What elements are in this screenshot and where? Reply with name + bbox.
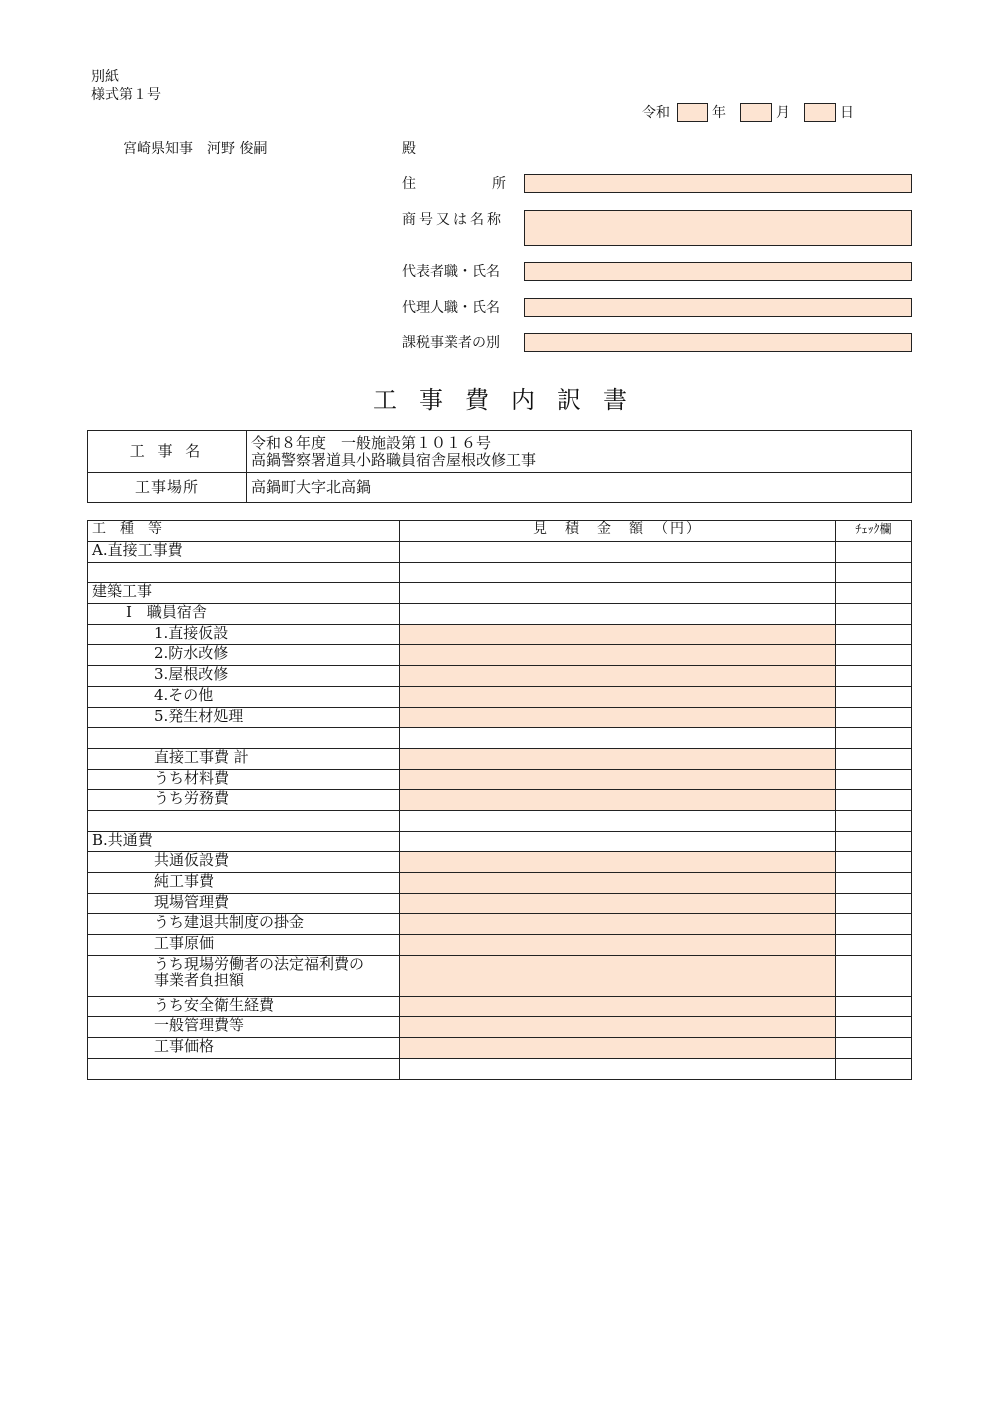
- cost-row: [88, 769, 912, 790]
- cost-item-text: 工事原価: [154, 934, 215, 953]
- cost-item-text-line2: 事業者負担額: [154, 970, 245, 989]
- tax-status-field[interactable]: [524, 333, 912, 352]
- check-cell: [836, 914, 912, 935]
- cost-item-text: 建築工事: [92, 582, 153, 601]
- project-name-cell: [247, 431, 912, 473]
- cost-row: [88, 562, 912, 583]
- amount-cell[interactable]: [400, 996, 836, 1017]
- addressee-name: 宮崎県知事 河野 俊嗣: [123, 141, 268, 157]
- day-suffix: 日: [840, 105, 854, 121]
- amount-cell[interactable]: [400, 1038, 836, 1059]
- cost-item-label: [88, 831, 400, 852]
- cost-row: [88, 604, 912, 625]
- cost-item-text: 現場管理費: [154, 892, 230, 911]
- check-cell: [836, 1017, 912, 1038]
- project-site-label: 工事場所: [88, 473, 247, 503]
- cost-item-label: [88, 707, 400, 728]
- project-name-label: 工 事 名: [88, 431, 247, 473]
- amount-cell: [400, 604, 836, 625]
- cost-item-label: [88, 873, 400, 894]
- item-column-header: 工 種 等: [88, 521, 400, 542]
- cost-item-text: 4.その他: [154, 685, 214, 704]
- cost-item-label: [88, 624, 400, 645]
- cost-item-label: [88, 1038, 400, 1059]
- year-field[interactable]: [677, 103, 708, 122]
- check-cell: [836, 996, 912, 1017]
- cost-item-text: うち建退共制度の掛金: [154, 913, 305, 932]
- document-title: 工事費内訳書: [373, 386, 649, 414]
- amount-cell: [400, 810, 836, 831]
- agent-field[interactable]: [524, 298, 912, 317]
- cost-item-text: うち現場労働者の法定福利費の: [154, 954, 365, 973]
- amount-cell: [400, 583, 836, 604]
- cost-item-label: [88, 996, 400, 1017]
- cost-item-label: [88, 583, 400, 604]
- cost-item-text: 2.防水改修: [154, 644, 229, 663]
- check-cell: [836, 707, 912, 728]
- cost-row: [88, 810, 912, 831]
- amount-cell[interactable]: [400, 1017, 836, 1038]
- cost-item-text: 5.発生材処理: [154, 706, 244, 725]
- tax-status-label: 課税事業者の別: [402, 335, 500, 351]
- cost-item-label: [88, 1058, 400, 1079]
- check-cell: [836, 790, 912, 811]
- cost-item-label: [88, 1017, 400, 1038]
- check-cell: [836, 562, 912, 583]
- amount-cell: [400, 1058, 836, 1079]
- representative-label: 代表者職・氏名: [402, 264, 500, 280]
- cost-item-label: [88, 914, 400, 935]
- check-cell: [836, 769, 912, 790]
- cost-item-label: [88, 769, 400, 790]
- cost-item-label: [88, 955, 400, 996]
- cost-item-text: 直接工事費 計: [154, 747, 249, 766]
- amount-cell[interactable]: [400, 707, 836, 728]
- cost-item-text: A.直接工事費: [92, 541, 183, 559]
- amount-cell[interactable]: [400, 666, 836, 687]
- check-cell: [836, 728, 912, 749]
- project-site-value: 高鍋町大字北高鍋: [247, 473, 912, 503]
- cost-item-text: うち労務費: [154, 789, 230, 808]
- amount-cell[interactable]: [400, 893, 836, 914]
- month-suffix: 月: [776, 105, 790, 121]
- check-cell: [836, 624, 912, 645]
- check-cell: [836, 542, 912, 563]
- amount-cell[interactable]: [400, 790, 836, 811]
- cost-item-label: [88, 666, 400, 687]
- cost-item-label: [88, 686, 400, 707]
- cost-item-label: [88, 810, 400, 831]
- cost-row: [88, 1058, 912, 1079]
- check-cell: [836, 873, 912, 894]
- cost-item-label: [88, 645, 400, 666]
- check-cell: [836, 583, 912, 604]
- cost-item-label: [88, 562, 400, 583]
- amount-cell[interactable]: [400, 935, 836, 956]
- check-cell: [836, 666, 912, 687]
- amount-cell[interactable]: [400, 624, 836, 645]
- cost-item-label: [88, 852, 400, 873]
- form-number: 様式第１号: [91, 87, 161, 103]
- check-cell: [836, 686, 912, 707]
- cost-table-header: [88, 521, 912, 542]
- amount-cell[interactable]: [400, 873, 836, 894]
- cost-item-label: [88, 748, 400, 769]
- cost-row: [88, 935, 912, 956]
- year-suffix: 年: [712, 105, 726, 121]
- cost-item-text: 共通仮設費: [154, 851, 230, 870]
- cost-row: [88, 728, 912, 749]
- cost-item-text: 工事価格: [154, 1037, 215, 1056]
- cost-row: [88, 893, 912, 914]
- amount-cell: [400, 562, 836, 583]
- cost-item-label: [88, 542, 400, 563]
- representative-field[interactable]: [524, 262, 912, 281]
- amount-cell[interactable]: [400, 914, 836, 935]
- address-field[interactable]: [524, 174, 912, 193]
- cost-item-text: Ⅰ 職員宿舎: [126, 603, 207, 622]
- cost-row: [88, 831, 912, 852]
- check-cell: [836, 748, 912, 769]
- cost-row: [88, 1017, 912, 1038]
- cost-item-text: 3.屋根改修: [154, 665, 229, 684]
- check-cell: [836, 935, 912, 956]
- cost-item-text: 1.直接仮設: [154, 623, 229, 642]
- cost-row: [88, 624, 912, 645]
- day-field[interactable]: [804, 103, 836, 122]
- cost-row: [88, 707, 912, 728]
- cost-row: [88, 583, 912, 604]
- check-cell: [836, 645, 912, 666]
- cost-item-label: [88, 604, 400, 625]
- amount-cell[interactable]: [400, 748, 836, 769]
- check-cell: [836, 1038, 912, 1059]
- cost-item-text: うち安全衛生経費: [154, 995, 275, 1014]
- cost-row: [88, 686, 912, 707]
- amount-cell[interactable]: [400, 686, 836, 707]
- check-cell: [836, 893, 912, 914]
- month-field[interactable]: [740, 103, 772, 122]
- amount-cell[interactable]: [400, 955, 836, 996]
- cost-row: [88, 1038, 912, 1059]
- company-label: 商号又は名称: [402, 212, 504, 228]
- cost-row: [88, 955, 912, 996]
- check-column-header: ﾁｪｯｸ欄: [836, 521, 912, 542]
- check-cell: [836, 831, 912, 852]
- cost-item-text: B.共通費: [92, 830, 153, 849]
- cost-item-label: [88, 893, 400, 914]
- cost-item-label: [88, 728, 400, 749]
- amount-cell[interactable]: [400, 852, 836, 873]
- cost-item-label: [88, 935, 400, 956]
- agent-label: 代理人職・氏名: [402, 300, 500, 316]
- amount-cell: [400, 728, 836, 749]
- attachment-label: 別紙: [91, 69, 119, 85]
- cost-row: [88, 542, 912, 563]
- amount-cell[interactable]: [400, 645, 836, 666]
- cost-row: [88, 790, 912, 811]
- project-info-table: [87, 430, 912, 503]
- check-cell: [836, 604, 912, 625]
- cost-row: [88, 996, 912, 1017]
- check-cell: [836, 1058, 912, 1079]
- check-cell: [836, 955, 912, 996]
- cost-row: [88, 748, 912, 769]
- check-cell: [836, 852, 912, 873]
- cost-row: [88, 645, 912, 666]
- company-field[interactable]: [524, 210, 912, 246]
- era-label: 令和: [642, 105, 670, 121]
- addressee-honorific: 殿: [402, 141, 416, 157]
- cost-row: [88, 873, 912, 894]
- cost-row: [88, 666, 912, 687]
- cost-item-label: [88, 790, 400, 811]
- cost-breakdown-table: [87, 520, 912, 1080]
- cost-item-text: うち材料費: [154, 768, 230, 787]
- project-name-line2: 高鍋警察署道具小路職員宿舎屋根改修工事: [251, 450, 537, 469]
- cost-item-text: 一般管理費等: [154, 1016, 245, 1035]
- cost-item-text: 純工事費: [154, 872, 215, 890]
- amount-cell: [400, 542, 836, 563]
- address-label: 住 所: [402, 176, 507, 192]
- project-name-line1: 令和８年度 一般施設第１０１６号: [251, 433, 492, 452]
- amount-cell[interactable]: [400, 769, 836, 790]
- check-cell: [836, 810, 912, 831]
- cost-row: [88, 852, 912, 873]
- amount-column-header: 見 積 金 額 （円）: [400, 521, 836, 542]
- amount-cell: [400, 831, 836, 852]
- cost-row: [88, 914, 912, 935]
